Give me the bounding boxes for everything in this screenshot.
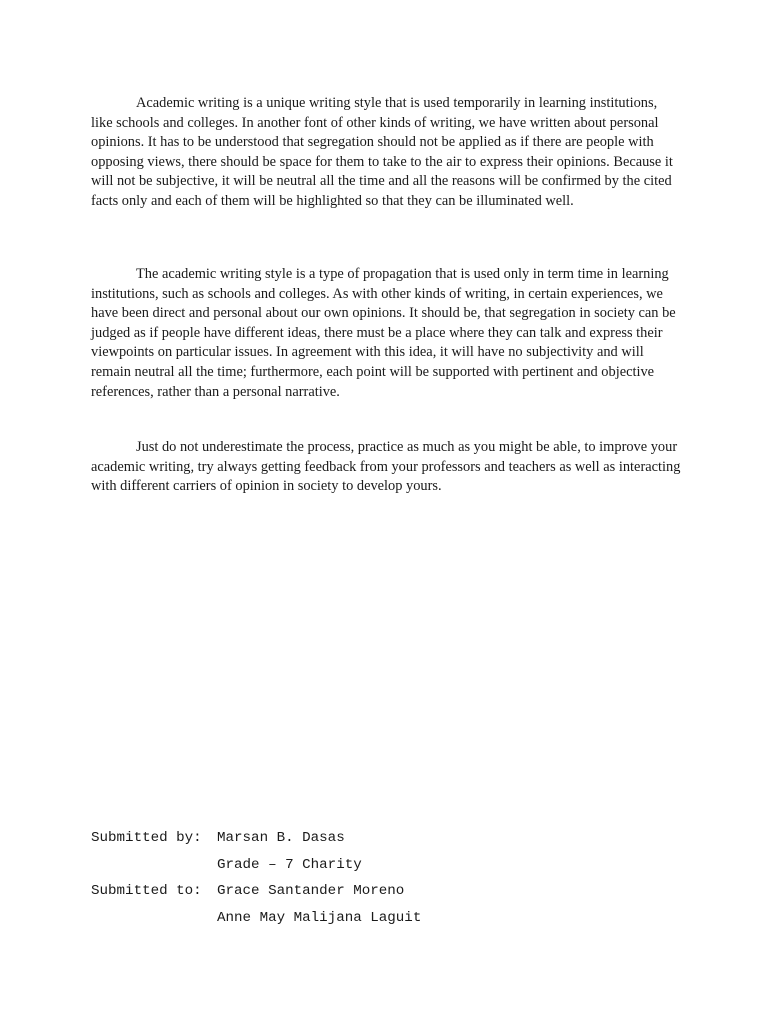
submitted-to-spacer — [91, 907, 217, 934]
submission-block — [91, 827, 421, 933]
submitted-to-label: Submitted to: — [91, 883, 202, 899]
submitted-to-row-2 — [91, 907, 421, 934]
submitted-by-row — [91, 827, 421, 854]
body-paragraph-2: The academic writing style is a type of propagation that is used only in term time in learning institutions, such as schools and colleges. As with other kinds of writing, in certain experiences, we have been direct and personal about our own opinions. It should be, that segregation in society can be judged as if people have different ideas, there must be a place where they can talk and express their viewpoints on particular issues. In agreement with this idea, it will have no subjectivity and will remain neutral all the time; furthermore, each point will be supported with pertinent and objective references, rather than a personal narrative. — [91, 266, 676, 400]
grade-row — [91, 854, 421, 881]
grade-section: Grade – 7 Charity — [217, 856, 362, 873]
submitted-by-label: Submitted by: — [91, 830, 202, 846]
submitted-to-row — [91, 880, 421, 907]
body-paragraph-1: Academic writing is a unique writing style that is used temporarily in learning institutions, like schools and colleges. In another font of other kinds of writing, we have written about personal opinions. It has to be understood that segregation should not be applied as if there are people with opposing views, there should be space for them to take to the air to express their opinions. Because it will not be subjective, it will be neutral all the time and all the reasons will be confirmed by the cited facts only and each of them will be highlighted so that they can be illuminated well. — [91, 95, 673, 209]
body-paragraph-3: Just do not underestimate the process, practice as much as you might be able, to improve your academic writing, try always getting feedback from your professors and teachers as well as interacting with different carriers of opinion in society to develop yours. — [91, 439, 681, 495]
submitted-to-name-1: Grace Santander Moreno — [217, 883, 405, 899]
submitted-by-name: Marsan B. Dasas — [217, 830, 345, 846]
grade-spacer — [91, 854, 217, 881]
submitted-to-name-2: Anne May Malijana Laguit — [217, 909, 422, 926]
